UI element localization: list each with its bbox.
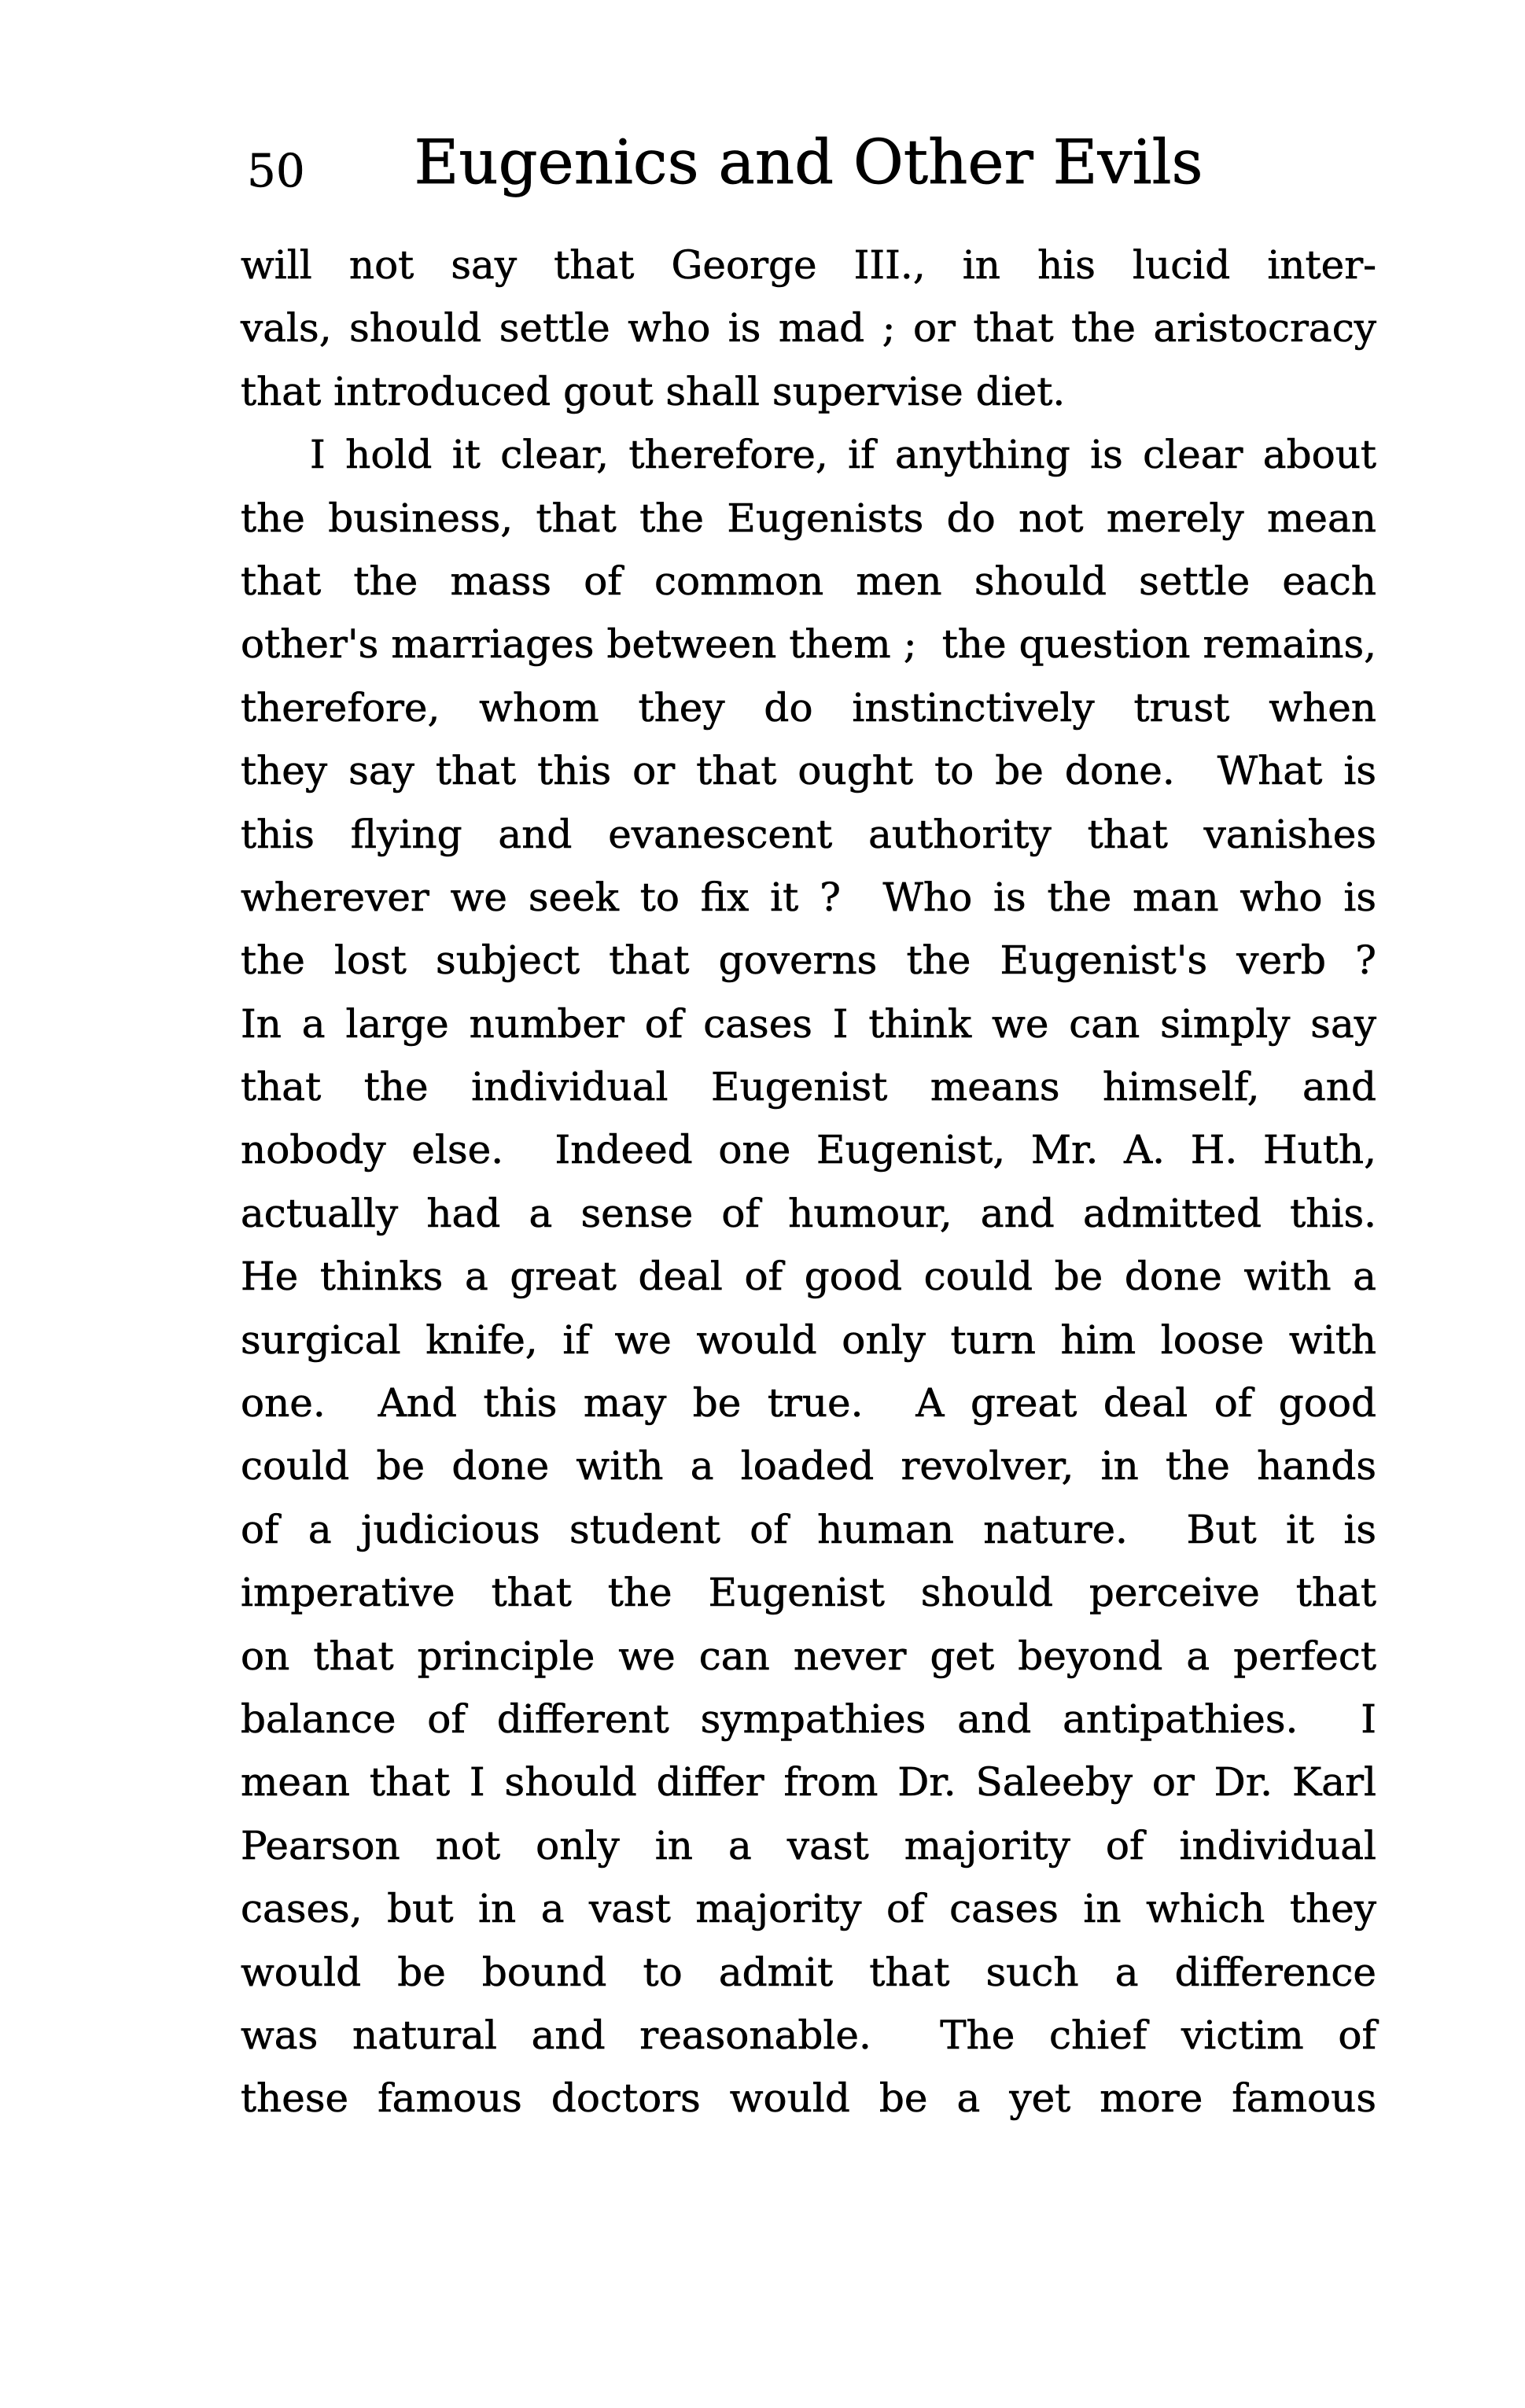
text-line: mean that I should differ from Dr. Saleeby or Dr. Karl <box>241 1759 1376 1806</box>
text-line: they say that this or that ought to be done. What is <box>241 748 1376 794</box>
text-line: of a judicious student of human nature. But it is <box>241 1506 1376 1552</box>
text-line: cases, but in a vast majority of cases in which they <box>241 1886 1376 1932</box>
text-line: one. And this may be true. A great deal of good <box>241 1380 1376 1427</box>
text-line: could be done with a loaded revolver, in the hands <box>241 1443 1376 1489</box>
text-line: wherever we seek to fix it ? Who is the man who is <box>241 874 1376 920</box>
running-title: Eugenics and Other Evils <box>414 127 1203 198</box>
text-line: would be bound to admit that such a difference <box>241 1949 1376 1995</box>
page-number: 50 <box>247 144 305 197</box>
text-line: He thinks a great deal of good could be done with a <box>241 1254 1376 1300</box>
text-line: nobody else. Indeed one Eugenist, Mr. A. H. Huth, <box>241 1127 1376 1173</box>
text-line: was natural and reasonable. The chief victim of <box>241 2012 1376 2058</box>
text-line: In a large number of cases I think we can simply say <box>241 1000 1376 1047</box>
text-line: that the individual Eugenist means himself, and <box>241 1064 1376 1110</box>
text-line: on that principle we can never get beyond a perfect <box>241 1633 1376 1679</box>
page-text <box>241 234 1376 2130</box>
text-line: actually had a sense of humour, and admitted this. <box>241 1190 1376 1236</box>
text-line: these famous doctors would be a yet more famous <box>241 2075 1376 2122</box>
text-line: Pearson not only in a vast majority of individual <box>241 1822 1376 1869</box>
text-line: that introduced gout shall supervise diet. <box>241 368 1066 414</box>
text-line: other's marriages between them ; the question remains, <box>241 621 1376 668</box>
text-line: imperative that the Eugenist should perceive that <box>241 1570 1376 1616</box>
text-line: that the mass of common men should settle each <box>241 558 1376 604</box>
text-line: balance of different sympathies and antipathies. I <box>241 1696 1376 1742</box>
page-header <box>241 0 1376 220</box>
text-line: will not say that George III., in his lucid inter- <box>241 242 1376 288</box>
text-line: I hold it clear, therefore, if anything is clear about <box>310 432 1376 478</box>
text-line: the business, that the Eugenists do not merely mean <box>241 495 1376 541</box>
text-line: the lost subject that governs the Eugenist's verb ? <box>241 937 1376 984</box>
text-line: surgical knife, if we would only turn him loose with <box>241 1316 1376 1363</box>
text-line: vals, should settle who is mad ; or that the aristocracy <box>241 305 1376 352</box>
text-line: therefore, whom they do instinctively trust when <box>241 684 1376 731</box>
text-line: this flying and evanescent authority that vanishes <box>241 811 1376 857</box>
